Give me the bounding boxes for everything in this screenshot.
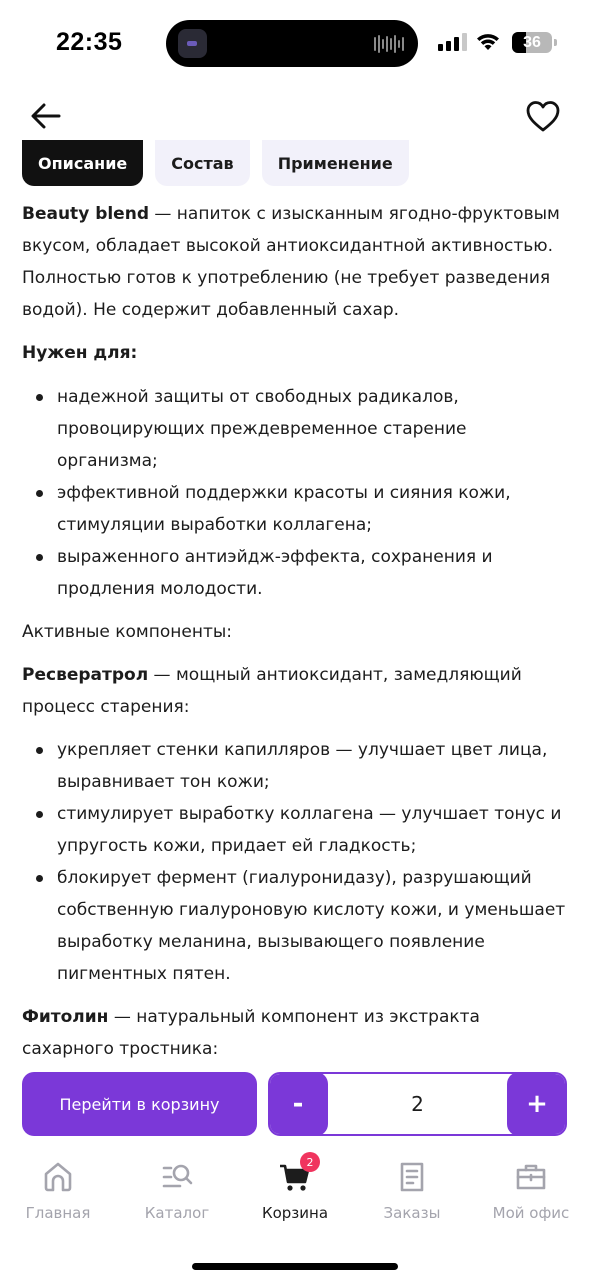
go-to-cart-button[interactable]: Перейти в корзину [22, 1072, 257, 1136]
arrow-left-icon [28, 98, 64, 134]
tabbar-label: Заказы [383, 1204, 441, 1222]
quantity-stepper [268, 1072, 567, 1136]
cart-count-badge: 2 [300, 1152, 320, 1172]
intro-text: — напиток с изысканным ягодно-фруктовым вкусом, обладает высокой антиоксидантной активностью. Полностью готов к употреблению (не требует разведения водой). Не содержит добавленный сахар. [22, 204, 560, 320]
tabbar-label: Каталог [144, 1204, 210, 1222]
catalog-search-icon [160, 1160, 194, 1194]
tabbar-label: Мой офис [492, 1204, 570, 1222]
now-playing-app-icon [178, 29, 207, 58]
product-name: Beauty blend [22, 204, 149, 224]
resveratrol-list [22, 734, 572, 990]
tabbar-item-orders[interactable] [357, 1160, 467, 1222]
list-item: выраженного антиэйдж-эффекта, сохранения и продления молодости. [22, 541, 572, 605]
tab-description[interactable]: Описание [22, 140, 143, 186]
wifi-icon [474, 31, 502, 53]
list-item: стимулирует выработку коллагена — улучшает тонус и упругость кожи, придает ей гладкость; [22, 798, 572, 862]
favorite-button[interactable] [524, 97, 562, 135]
list-item: укрепляет стенки капилляров — улучшает цвет лица, выравнивает тон кожи; [22, 734, 572, 798]
orders-icon [395, 1160, 429, 1194]
tabbar-item-catalog[interactable] [122, 1160, 232, 1222]
tab-composition[interactable]: Состав [155, 140, 249, 186]
audio-waveform-icon [374, 34, 404, 54]
needed-for-heading: Нужен для: [22, 343, 138, 363]
fitolin-text: — натуральный компонент из экстракта сахарного тростника: [22, 1007, 480, 1059]
fitolin-paragraph [22, 1001, 572, 1065]
cart-action-bar [0, 1070, 589, 1140]
fitolin-name: Фитолин [22, 1007, 109, 1027]
status-bar [0, 0, 589, 88]
tab-usage[interactable]: Применение [262, 140, 409, 186]
battery-nub [554, 39, 557, 46]
resveratrol-name: Ресвератрол [22, 665, 149, 685]
home-indicator[interactable] [192, 1263, 398, 1270]
list-item: эффективной поддержки красоты и сияния кожи, стимуляции выработки коллагена; [22, 477, 572, 541]
intro-paragraph [22, 198, 572, 326]
increase-quantity-button[interactable]: + [507, 1072, 567, 1136]
cellular-signal-icon [438, 33, 467, 51]
cart-icon-wrap [278, 1155, 314, 1194]
back-button[interactable] [28, 98, 64, 134]
tabbar-item-my-office[interactable] [476, 1160, 586, 1222]
quantity-value[interactable]: 2 [411, 1092, 424, 1116]
product-tabs [22, 140, 409, 186]
product-description [22, 198, 572, 1076]
status-time: 22:35 [56, 28, 123, 56]
tabbar-label: Главная [25, 1204, 91, 1222]
resveratrol-text: — мощный антиоксидант, замедляющий процесс старения: [22, 665, 522, 717]
list-item: блокирует фермент (гиалуронидазу), разрушающий собственную гиалуроновую кислоту кожи, и уменьшает выработку меланина, вызывающего появление пигментных пятен. [22, 862, 572, 990]
active-components-label: Активные компоненты: [22, 622, 233, 642]
needed-for-list [22, 381, 572, 605]
heart-icon [524, 97, 562, 135]
dynamic-island [166, 20, 418, 67]
tabbar-item-home[interactable] [3, 1160, 113, 1222]
battery-percentage: 36 [523, 34, 541, 51]
resveratrol-paragraph [22, 659, 572, 723]
tabbar-item-cart[interactable] [240, 1155, 350, 1222]
list-item: надежной защиты от свободных радикалов, провоцирующих преждевременное старение организма; [22, 381, 572, 477]
decrease-quantity-button[interactable]: - [268, 1072, 328, 1136]
home-icon [41, 1160, 75, 1194]
bottom-tab-bar [0, 1140, 589, 1280]
tabbar-label: Корзина [261, 1204, 329, 1222]
briefcase-icon [514, 1160, 548, 1194]
battery-icon [512, 32, 552, 53]
